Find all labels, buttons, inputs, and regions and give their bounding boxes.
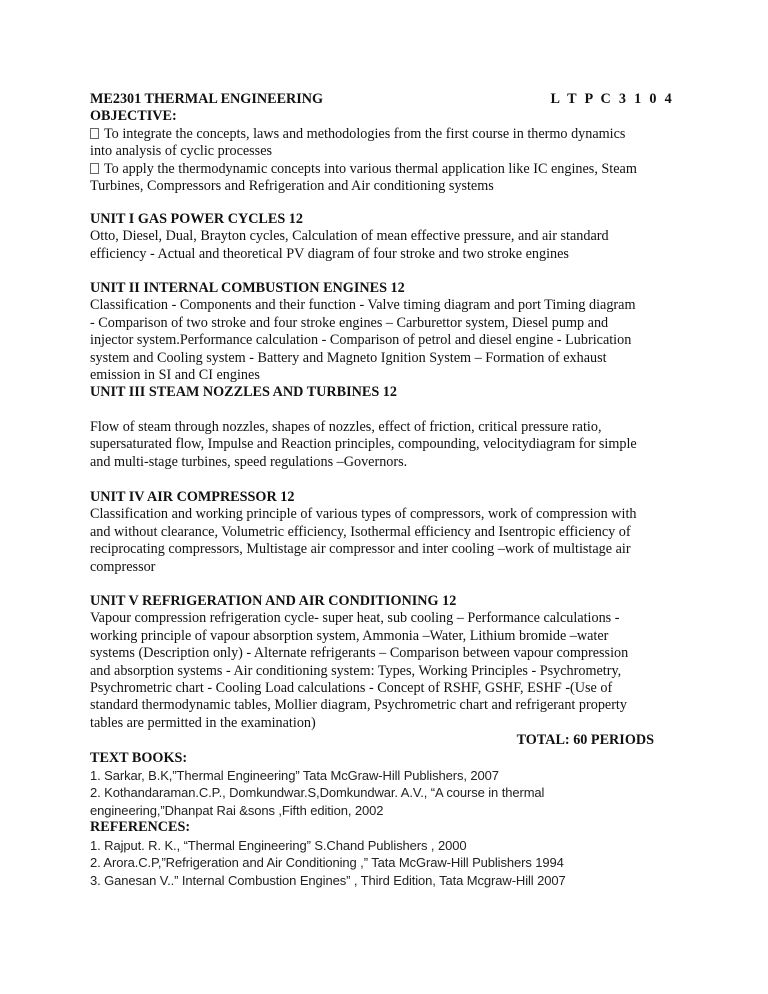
unit-line: working principle of vapour absorption system, Ammonia –Water, Lithium bromide –water bbox=[90, 627, 609, 644]
textbook-item-cont: engineering,”Dhanpat Rai &sons ,Fifth edition, 2002 bbox=[90, 802, 384, 818]
unit-heading: UNIT IV AIR COMPRESSOR 12 bbox=[90, 489, 295, 505]
objective-item: To apply the thermodynamic concepts into various thermal application like IC engines, Steam bbox=[90, 161, 680, 178]
textbook-item: 2. Kothandaraman.C.P., Domkundwar.S,Domkundwar. A.V., “A course in thermal bbox=[90, 785, 545, 801]
unit-line: Psychrometric chart - Cooling Load calculations - Concept of RSHF, GSHF, ESHF -(Use of bbox=[90, 680, 613, 697]
unit-line: and absorption systems - Air conditioning system: Types, Working Principles - Psychrometry, bbox=[90, 662, 622, 679]
unit-line: - Comparison of two stroke and four stroke engines – Carburettor system, Diesel pump and bbox=[90, 314, 609, 331]
objective-item-cont: into analysis of cyclic processes bbox=[90, 143, 273, 160]
course-header bbox=[90, 91, 680, 108]
unit-line: Flow of steam through nozzles, shapes of nozzles, effect of friction, critical pressure ratio, bbox=[90, 419, 602, 435]
unit-heading: UNIT II INTERNAL COMBUSTION ENGINES 12 bbox=[90, 280, 405, 296]
unit-2-section bbox=[90, 280, 680, 402]
unit-line: supersaturated flow, Impulse and Reaction principles, compounding, velocitydiagram for simple bbox=[90, 436, 637, 453]
objective-heading: OBJECTIVE: bbox=[90, 108, 177, 125]
reference-item: 3. Ganesan V..” Internal Combustion Engines” , Third Edition, Tata Mcgraw-Hill 2007 bbox=[90, 872, 566, 888]
unit-line: emission in SI and CI engines bbox=[90, 367, 260, 384]
unit-line: and without clearance, Volumetric efficiency, Isothermal efficiency and Isentropic efficiency of bbox=[90, 523, 631, 540]
unit-heading: UNIT III STEAM NOZZLES AND TURBINES 12 bbox=[90, 384, 397, 401]
total-periods: TOTAL: 60 PERIODS bbox=[516, 732, 654, 749]
objective-item: To integrate the concepts, laws and methodologies from the first course in thermo dynamics bbox=[90, 126, 680, 143]
unit-line: reciprocating compressors, Multistage air compressor and inter cooling –work of multistage air bbox=[90, 541, 631, 558]
references-heading: REFERENCES: bbox=[90, 819, 191, 836]
unit-1-section bbox=[90, 211, 680, 263]
unit-line: standard thermodynamic tables, Mollier diagram, Psychrometric chart and refrigerant property bbox=[90, 697, 627, 714]
reference-item: 1. Rajput. R. K., “Thermal Engineering” S.Chand Publishers , 2000 bbox=[90, 837, 467, 853]
unit-4-section bbox=[90, 489, 680, 576]
unit-heading: UNIT V REFRIGERATION AND AIR CONDITIONING 12 bbox=[90, 593, 457, 609]
unit-line: and multi-stage turbines, speed regulations –Governors. bbox=[90, 453, 408, 470]
ltpc-credits: L T P C 3 1 0 4 bbox=[550, 91, 674, 107]
textbooks-heading: TEXT BOOKS: bbox=[90, 749, 188, 766]
unit-line: Classification and working principle of various types of compressors, work of compression with bbox=[90, 506, 637, 523]
checkbox-glyph-icon bbox=[90, 163, 99, 174]
unit-heading: UNIT I GAS POWER CYCLES 12 bbox=[90, 211, 303, 227]
reference-item: 2. Arora.C.P,”Refrigeration and Air Conditioning ,” Tata McGraw-Hill Publishers 1994 bbox=[90, 855, 564, 871]
unit-line: systems (Description only) - Alternate refrigerants – Comparison between vapour compression bbox=[90, 645, 629, 662]
checkbox-glyph-icon bbox=[90, 128, 99, 139]
unit-line: injector system.Performance calculation - Comparison of petrol and diesel engine - Lubrication bbox=[90, 332, 632, 349]
course-title: ME2301 THERMAL ENGINEERING bbox=[90, 91, 324, 107]
objective-item-cont: Turbines, Compressors and Refrigeration and Air conditioning systems bbox=[90, 178, 494, 195]
unit-line: efficiency - Actual and theoretical PV diagram of four stroke and two stroke engines bbox=[90, 245, 569, 262]
unit-5-section bbox=[90, 593, 680, 889]
unit-line: Classification - Components and their function - Valve timing diagram and port Timing diagram bbox=[90, 297, 636, 314]
unit-line: Otto, Diesel, Dual, Brayton cycles, Calculation of mean effective pressure, and air standard bbox=[90, 228, 609, 245]
unit-line: system and Cooling system - Battery and Magneto Ignition System – Formation of exhaust bbox=[90, 349, 607, 366]
unit-3-section bbox=[90, 419, 680, 471]
unit-line: compressor bbox=[90, 558, 156, 575]
unit-line: tables are permitted in the examination) bbox=[90, 714, 316, 731]
objective-section bbox=[90, 91, 680, 195]
unit-line: Vapour compression refrigeration cycle- super heat, sub cooling – Performance calculations - bbox=[90, 610, 620, 627]
textbook-item: 1. Sarkar, B.K,”Thermal Engineering” Tata McGraw-Hill Publishers, 2007 bbox=[90, 768, 499, 784]
